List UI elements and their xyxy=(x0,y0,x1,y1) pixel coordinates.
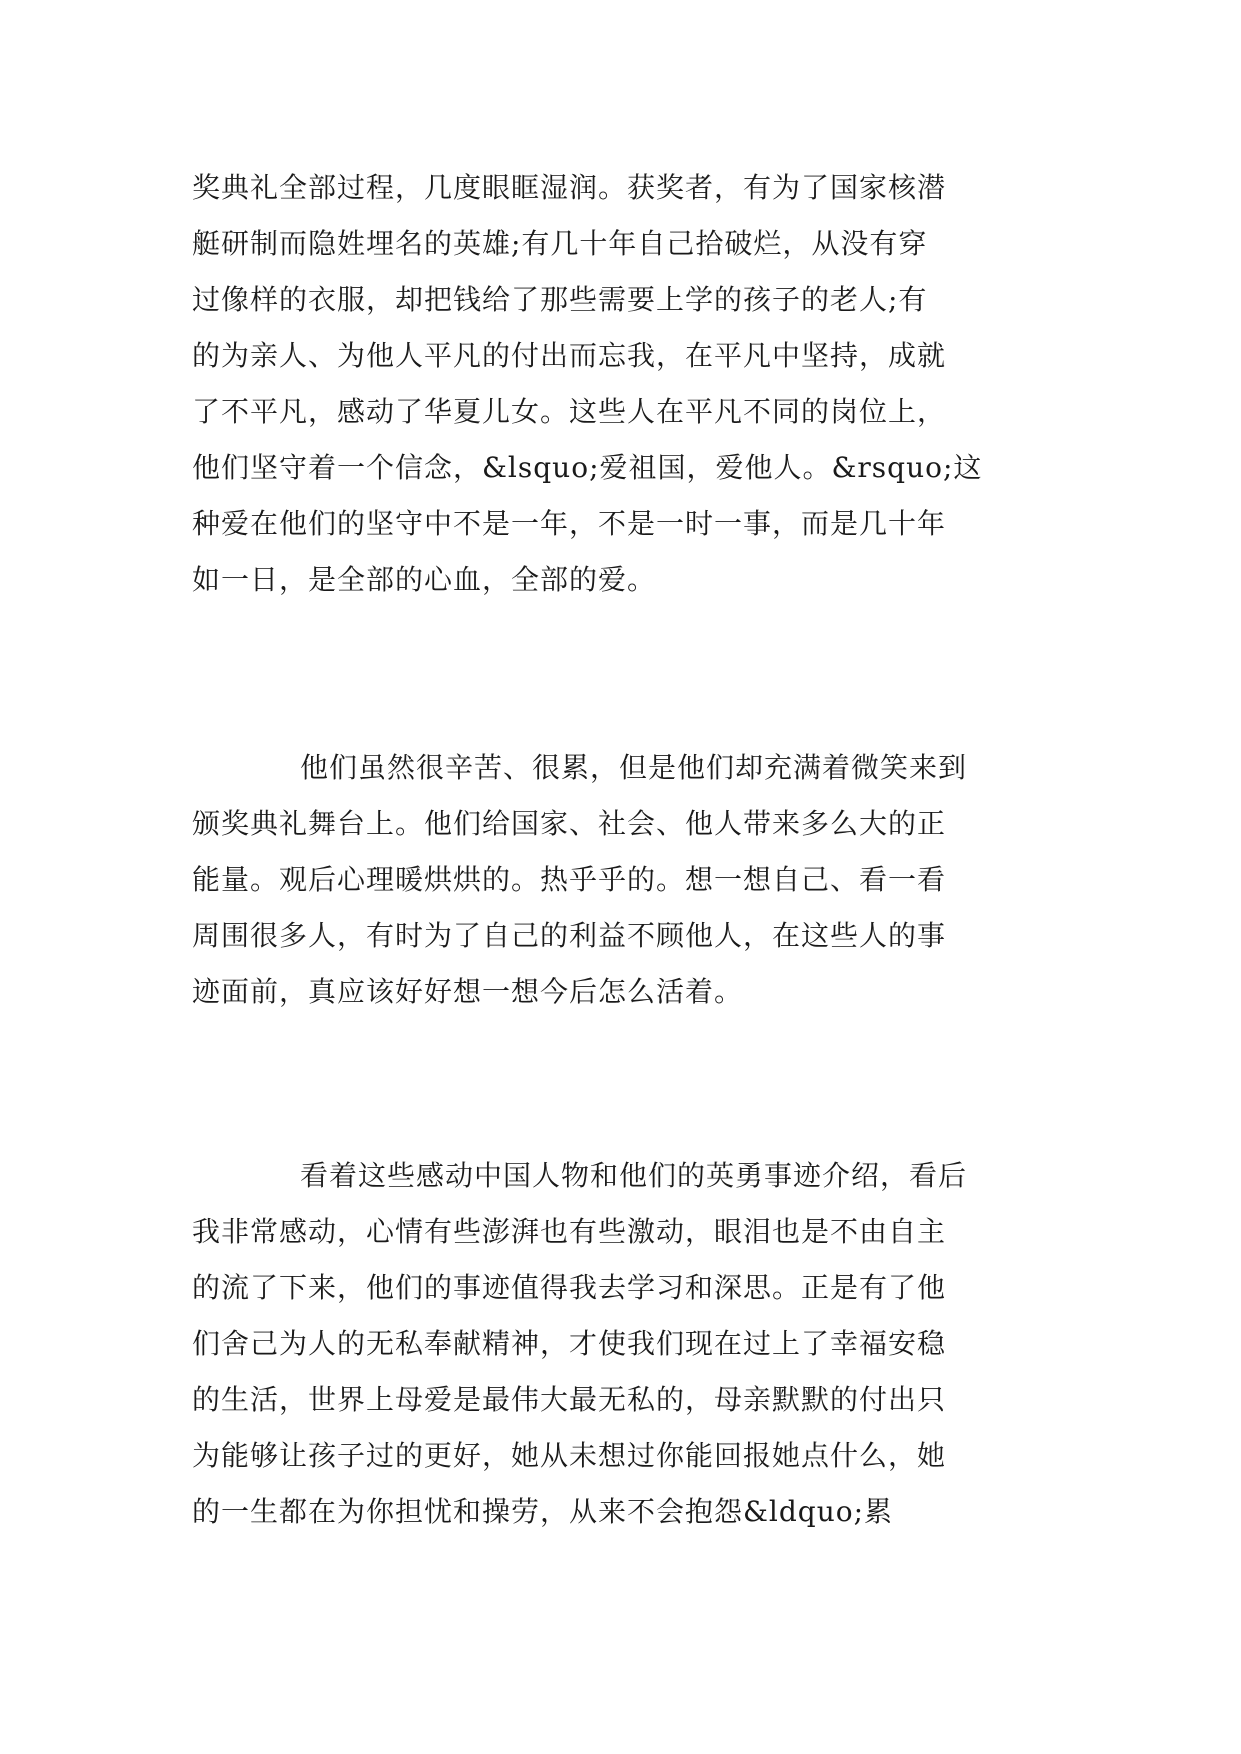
text-line: 艇研制而隐姓埋名的英雄;有几十年自己拾破烂，从没有穿 xyxy=(192,227,928,260)
text-line: 如一日，是全部的心血，全部的爱。 xyxy=(192,563,657,596)
text-line: 们舍己为人的无私奉献精神，才使我们现在过上了幸福安稳 xyxy=(192,1327,947,1360)
paragraph-1 xyxy=(192,160,1052,608)
text-line: 种爱在他们的坚守中不是一年，不是一时一事，而是几十年 xyxy=(192,507,947,540)
text-line: 周围很多人，有时为了自己的利益不顾他人，在这些人的事 xyxy=(192,919,947,952)
text-line: 了不平凡，感动了华夏儿女。这些人在平凡不同的岗位上， xyxy=(192,395,947,428)
text-line: 过像样的衣服，却把钱给了那些需要上学的孩子的老人;有 xyxy=(192,283,928,316)
text-line: 为能够让孩子过的更好，她从未想过你能回报她点什么，她 xyxy=(192,1439,947,1472)
text-line: 我非常感动，心情有些澎湃也有些激动，眼泪也是不由自主 xyxy=(192,1215,947,1248)
text-line: 迹面前，真应该好好想一想今后怎么活着。 xyxy=(192,975,744,1008)
text-line: 的流了下来，他们的事迹值得我去学习和深思。正是有了他 xyxy=(192,1271,947,1304)
paragraph-3 xyxy=(192,1148,1052,1540)
text-line: 的生活，世界上母爱是最伟大最无私的，母亲默默的付出只 xyxy=(192,1383,947,1416)
text-line: 奖典礼全部过程，几度眼眶湿润。获奖者，有为了国家核潜 xyxy=(192,171,947,204)
paragraph-2 xyxy=(192,740,1052,1020)
text-line: 他们坚守着一个信念，&lsquo;爱祖国，爱他人。&rsquo;这 xyxy=(192,451,983,484)
text-line: 的一生都在为你担忧和操劳，从来不会抱怨&ldquo;累 xyxy=(192,1495,894,1528)
text-line-indented: 他们虽然很辛苦、很累，但是他们却充满着微笑来到 xyxy=(300,751,968,784)
text-line: 的为亲人、为他人平凡的付出而忘我，在平凡中坚持，成就 xyxy=(192,339,947,372)
text-line: 能量。观后心理暖烘烘的。热乎乎的。想一想自己、看一看 xyxy=(192,863,947,896)
text-line: 颁奖典礼舞台上。他们给国家、社会、他人带来多么大的正 xyxy=(192,807,947,840)
text-line-indented: 看着这些感动中国人物和他们的英勇事迹介绍，看后 xyxy=(300,1159,968,1192)
